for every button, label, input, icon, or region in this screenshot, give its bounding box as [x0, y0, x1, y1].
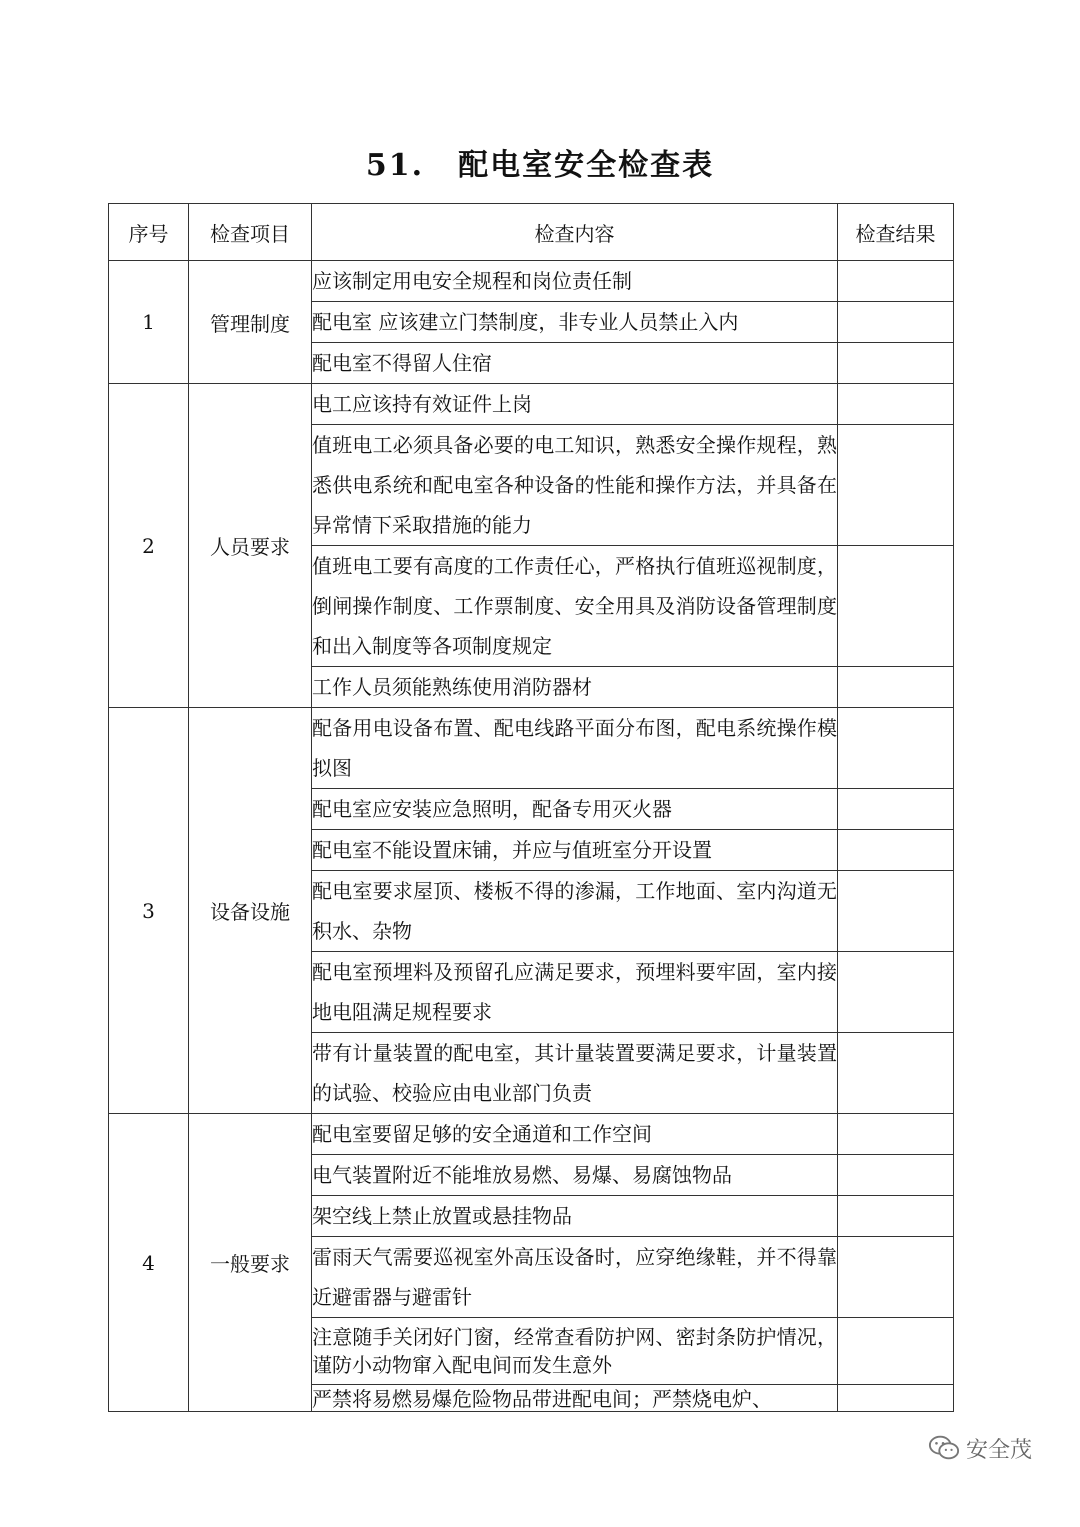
header-row — [109, 204, 954, 261]
result-cell[interactable] — [838, 1114, 954, 1155]
check-content: 配电室要留足够的安全通道和工作空间 — [312, 1114, 838, 1155]
result-cell[interactable] — [838, 952, 954, 1033]
check-content: 雷雨天气需要巡视室外高压设备时，应穿绝缘鞋，并不得靠近避雷器与避雷针 — [312, 1237, 838, 1318]
check-content: 配电室 应该建立门禁制度，非专业人员禁止入内 — [312, 302, 838, 343]
check-content: 应该制定用电安全规程和岗位责任制 — [312, 261, 838, 302]
group-seq: 4 — [109, 1114, 189, 1412]
check-content: 值班电工必须具备必要的电工知识，熟悉安全操作规程，熟悉供电系统和配电室各种设备的性能和操作方法，并具备在异常情下采取措施的能力 — [312, 425, 838, 546]
result-cell[interactable] — [838, 871, 954, 952]
check-content: 配电室不能设置床铺，并应与值班室分开设置 — [312, 830, 838, 871]
check-content: 电气装置附近不能堆放易燃、易爆、易腐蚀物品 — [312, 1155, 838, 1196]
table-row — [109, 1114, 954, 1155]
result-cell[interactable] — [838, 789, 954, 830]
result-cell[interactable] — [838, 708, 954, 789]
check-content: 架空线上禁止放置或悬挂物品 — [312, 1196, 838, 1237]
check-content: 配备用电设备布置、配电线路平面分布图，配电系统操作模拟图 — [312, 708, 838, 789]
inspection-table — [108, 203, 954, 1412]
result-cell[interactable] — [838, 1385, 954, 1412]
check-content: 工作人员须能熟练使用消防器材 — [312, 667, 838, 708]
table-row — [109, 384, 954, 425]
result-cell[interactable] — [838, 1196, 954, 1237]
check-content: 电工应该持有效证件上岗 — [312, 384, 838, 425]
header-item: 检查项目 — [189, 204, 312, 261]
result-cell[interactable] — [838, 667, 954, 708]
watermark-text: 安全茂 — [966, 1437, 1033, 1463]
group-item: 人员要求 — [189, 384, 312, 708]
result-cell[interactable] — [838, 261, 954, 302]
result-cell[interactable] — [838, 343, 954, 384]
result-cell[interactable] — [838, 830, 954, 871]
page-title — [0, 140, 1080, 184]
check-content: 带有计量装置的配电室，其计量装置要满足要求，计量装置的试验、校验应由电业部门负责 — [312, 1033, 838, 1114]
result-cell[interactable] — [838, 1033, 954, 1114]
group-seq: 3 — [109, 708, 189, 1114]
header-result: 检查结果 — [838, 204, 954, 261]
table-row — [109, 261, 954, 302]
title-text: 配电室安全检查表 — [458, 148, 715, 183]
group-item: 设备设施 — [189, 708, 312, 1114]
result-cell[interactable] — [838, 1318, 954, 1385]
group-seq: 1 — [109, 261, 189, 384]
result-cell[interactable] — [838, 302, 954, 343]
header-seq: 序号 — [109, 204, 189, 261]
result-cell[interactable] — [838, 1155, 954, 1196]
group-item: 管理制度 — [189, 261, 312, 384]
watermark — [928, 1428, 1058, 1468]
group-seq: 2 — [109, 384, 189, 708]
check-content: 注意随手关闭好门窗，经常查看防护网、密封条防护情况，谨防小动物窜入配电间而发生意外 — [312, 1318, 838, 1385]
result-cell[interactable] — [838, 546, 954, 667]
header-content: 检查内容 — [312, 204, 838, 261]
result-cell[interactable] — [838, 425, 954, 546]
check-content: 严禁将易燃易爆危险物品带进配电间；严禁烧电炉、 — [312, 1385, 838, 1412]
check-content: 配电室要求屋顶、楼板不得的渗漏，工作地面、室内沟道无积水、杂物 — [312, 871, 838, 952]
wechat-icon — [928, 1434, 960, 1462]
result-cell[interactable] — [838, 1237, 954, 1318]
group-item: 一般要求 — [189, 1114, 312, 1412]
table-row — [109, 708, 954, 789]
result-cell[interactable] — [838, 384, 954, 425]
check-content: 配电室不得留人住宿 — [312, 343, 838, 384]
title-number: 51. — [365, 148, 425, 183]
check-content: 配电室应安装应急照明，配备专用灭火器 — [312, 789, 838, 830]
check-content: 值班电工要有高度的工作责任心，严格执行值班巡视制度，倒闸操作制度、工作票制度、安全用具及消防设备管理制度和出入制度等各项制度规定 — [312, 546, 838, 667]
check-content: 配电室预埋料及预留孔应满足要求，预埋料要牢固，室内接地电阻满足规程要求 — [312, 952, 838, 1033]
